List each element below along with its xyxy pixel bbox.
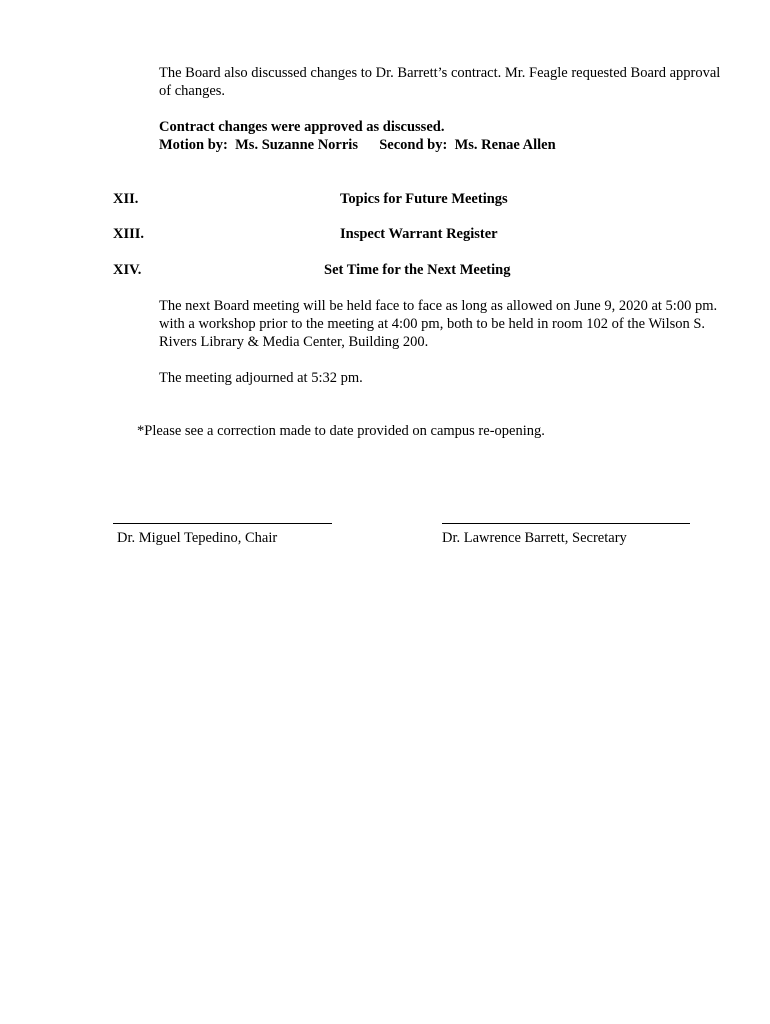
section-title-topics: Topics for Future Meetings bbox=[340, 191, 508, 207]
motion-by-label: Motion by: bbox=[159, 137, 228, 153]
chair-signature-name: Dr. Miguel Tepedino, Chair bbox=[117, 530, 278, 546]
contract-discussion-paragraph: The Board also discussed changes to Dr. Barrett’s contract. Mr. Feagle requested Board approval of changes. bbox=[159, 65, 721, 99]
second-by-name: Ms. Renae Allen bbox=[454, 137, 556, 153]
motion-by-name: Ms. Suzanne Norris bbox=[235, 137, 358, 153]
motion-line bbox=[159, 136, 556, 154]
section-numeral-xiii: XIII. bbox=[113, 226, 145, 242]
chair-signature-line bbox=[113, 523, 332, 524]
secretary-signature-name: Dr. Lawrence Barrett, Secretary bbox=[442, 530, 627, 546]
section-numeral-xii: XII. bbox=[113, 191, 139, 207]
next-meeting-paragraph: The next Board meeting will be held face to face as long as allowed on June 9, 2020 at 5:00 pm. with a workshop prior to the meeting at 4:00 pm, both to be held in room 102 of the Wilson S. Rivers Library & Media Center, Building 200. bbox=[159, 298, 718, 350]
secretary-signature-line bbox=[442, 523, 690, 524]
adjournment-paragraph: The meeting adjourned at 5:32 pm. bbox=[159, 370, 363, 386]
correction-note: *Please see a correction made to date provided on campus re-opening. bbox=[137, 423, 545, 439]
section-numeral-xiv: XIV. bbox=[113, 262, 142, 278]
section-title-warrant: Inspect Warrant Register bbox=[340, 226, 498, 242]
second-by-label: Second by: bbox=[379, 137, 448, 153]
section-title-next-meeting: Set Time for the Next Meeting bbox=[324, 262, 511, 278]
motion-result: Contract changes were approved as discussed. bbox=[159, 119, 445, 135]
